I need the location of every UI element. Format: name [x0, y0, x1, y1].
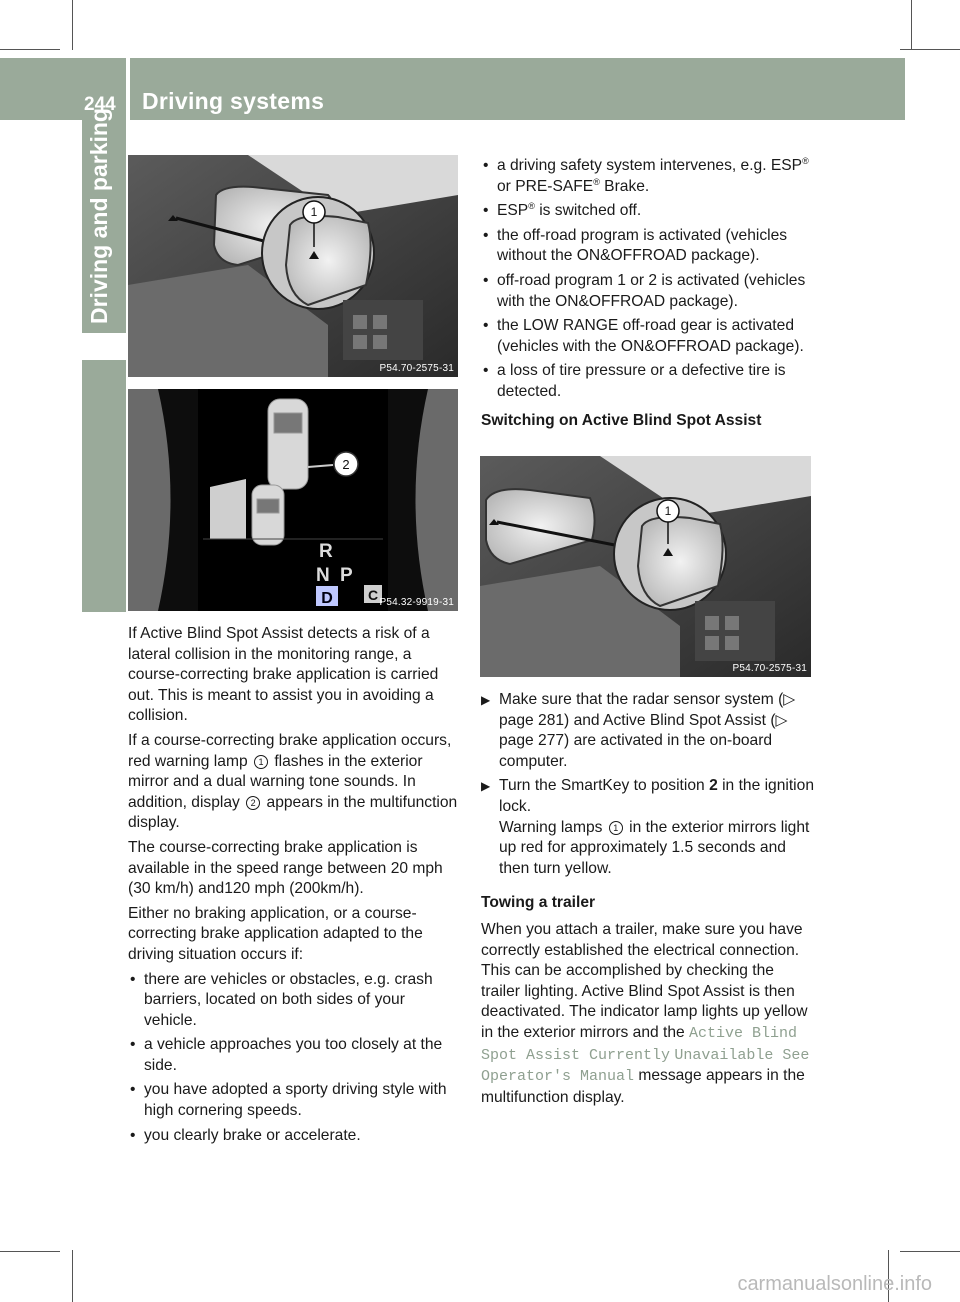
mirror-figure-right	[480, 456, 811, 677]
crop-mark	[911, 0, 912, 50]
list-item: • the LOW RANGE off-road gear is activated (vehicles with the ON&OFFROAD package).	[483, 317, 804, 355]
crop-mark	[72, 1250, 73, 1302]
svg-text:2: 2	[342, 457, 350, 472]
side-tab-label: Driving and parking	[86, 108, 112, 324]
svg-text:1: 1	[310, 205, 318, 219]
mirror-figure-top	[128, 155, 458, 377]
list-item: • you clearly brake or accelerate.	[130, 1126, 361, 1144]
figure-code: P54.70-2575-31	[732, 663, 807, 674]
side-block	[82, 360, 126, 612]
section-title: Driving systems	[142, 88, 325, 114]
svg-text:1: 1	[664, 504, 672, 518]
paragraph: If Active Blind Spot Assist detects a risk of a lateral collision in the monitoring range, a course-correcting brake application is carried out. This is meant to assist you in avoiding a collision.	[128, 625, 439, 725]
list-item: • a loss of tire pressure or a defective tire is detected.	[483, 362, 786, 400]
list-item: • a driving safety system intervenes, e.g. ESP® or PRE-SAFE® Brake.	[483, 155, 809, 195]
callout-1-icon: 1	[254, 755, 268, 769]
header-separator	[126, 56, 130, 122]
svg-text:D: D	[321, 590, 333, 607]
heading-towing: Towing a trailer	[481, 894, 596, 912]
figure-code: P54.32-9919-31	[379, 597, 454, 608]
crop-mark	[72, 0, 73, 50]
figure-code: P54.70-2575-31	[379, 363, 454, 374]
list-item: • there are vehicles or obstacles, e.g. crash barriers, located on both sides of your vehicle.	[130, 970, 433, 1029]
step: ▶ Turn the SmartKey to position 2 in the ignition lock. Warning lamps 1 in the exterior mirrors light up red for approximately 1.5 seconds and then turn yellow.	[481, 777, 814, 877]
list-item: • you have adopted a sporty driving style with high cornering speeds.	[130, 1081, 447, 1120]
heading-switching-on: Switching on Active Blind Spot Assist	[481, 411, 762, 429]
crop-mark	[900, 49, 960, 50]
page-number: 244	[84, 94, 116, 115]
paragraph: If a course-correcting brake application occurs, red warning lamp 1 flashes in the exterior mirror and a dual warning tone sounds. In addition, display 2 appears in the multifunction display.	[128, 731, 458, 832]
gear-p: P	[340, 565, 353, 586]
callout-2-icon: 2	[246, 796, 260, 810]
svg-text:C: C	[367, 587, 379, 603]
paragraph: Either no braking application, or a course-correcting brake application adapted to the driving situation occurs if:	[128, 904, 423, 963]
step: ▶ Make sure that the radar sensor system (▷ page 281) and Active Blind Spot Assist (▷ page 277) are activated in the on-board computer.	[481, 691, 796, 770]
right-column-top	[481, 156, 815, 437]
display-figure	[128, 389, 458, 611]
paragraph: The course-correcting brake application is available in the speed range between 20 mph (30 km/h) and120 mph (200km/h).	[128, 838, 443, 898]
left-column	[128, 624, 462, 1150]
condition-list	[128, 970, 462, 1147]
gear-r: R	[319, 541, 333, 562]
list-item: • the off-road program is activated (vehicles without the ON&OFFROAD package).	[483, 226, 788, 265]
list-item: • a vehicle approaches you too closely at the side.	[130, 1036, 443, 1074]
crop-mark	[0, 1251, 60, 1252]
paragraph: When you attach a trailer, make sure you have correctly established the electrical connection. This can be accomplished by checking the trailer lighting. Active Blind Spot Assist is then deactivated. The indicator lamp lights up yellow in the exterior mirrors and the Active Blind Spot Assist Currently Unavailable See Operator's Manual message appears in the multifunction display.	[481, 920, 810, 1106]
crop-mark	[900, 1251, 960, 1252]
header-bar	[0, 58, 905, 120]
right-column-bottom	[481, 690, 815, 1112]
list-item: • ESP® is switched off.	[483, 201, 642, 220]
gear-n: N	[316, 565, 330, 586]
condition-list-cont	[481, 156, 815, 403]
callout-1-icon: 1	[609, 821, 623, 835]
footer-url: carmanualsonline.info	[737, 1273, 932, 1295]
list-item: • off-road program 1 or 2 is activated (vehicles with the ON&OFFROAD package).	[483, 271, 806, 310]
crop-mark	[0, 49, 60, 50]
